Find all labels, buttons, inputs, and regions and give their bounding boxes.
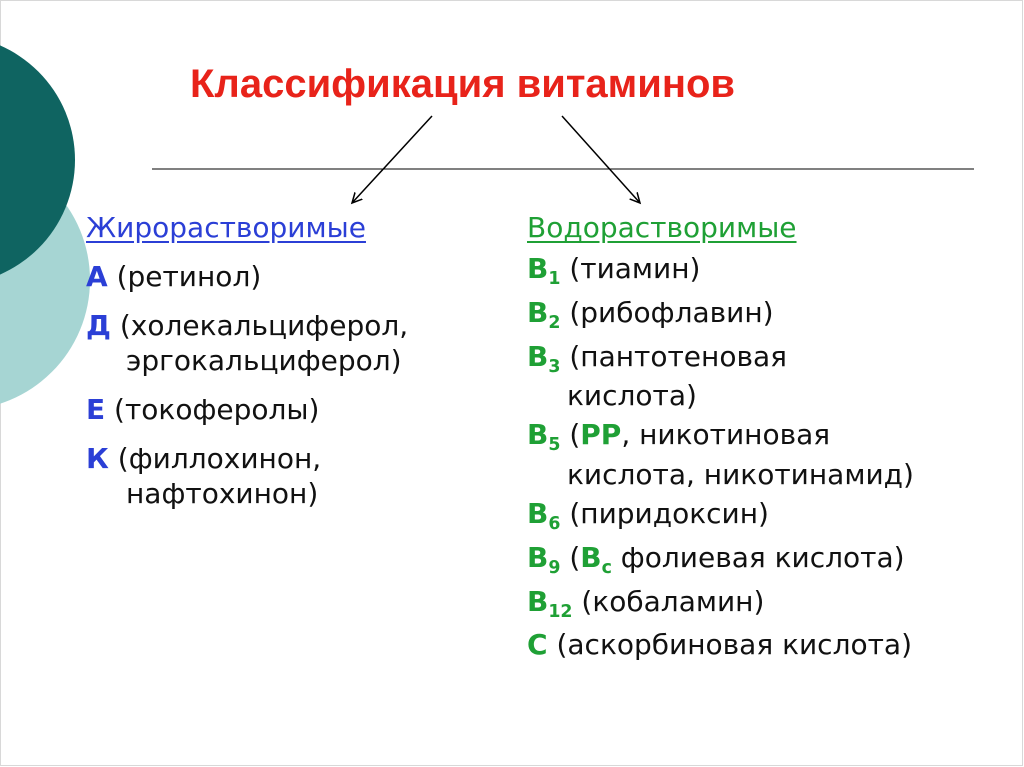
- vitamin-item: [527, 295, 1017, 335]
- vitamin-compound: (тиамин): [560, 252, 701, 285]
- water-soluble-column: [527, 210, 1017, 662]
- vitamin-paren: (: [560, 418, 581, 452]
- vitamin-line: [527, 496, 1017, 536]
- vitamin-alt-name: РР: [580, 418, 622, 452]
- fat-soluble-column: [86, 210, 506, 511]
- vitamin-line: [527, 584, 1017, 624]
- vitamin-alt-name: В: [580, 540, 602, 574]
- vitamin-line: [527, 251, 1017, 291]
- vitamin-line: [527, 295, 1017, 335]
- vitamin-line-continued: кислота): [567, 379, 697, 413]
- vitamin-compound: фолиевая кислота): [611, 540, 905, 574]
- vitamin-compound: (холекальциферол,: [110, 309, 409, 342]
- vitamin-subscript: 1: [548, 269, 561, 290]
- fat-soluble-list: [86, 259, 506, 511]
- vitamin-subscript: 3: [548, 356, 561, 377]
- vitamin-item: [527, 584, 1017, 624]
- vitamin-letter: В: [527, 252, 549, 285]
- vitamin-paren: (: [560, 540, 581, 574]
- vitamin-item: [86, 259, 506, 294]
- vitamin-line: [527, 627, 1017, 662]
- vitamin-line-continued: эргокальциферол): [126, 344, 402, 377]
- water-soluble-list: [527, 251, 1017, 662]
- vitamin-compound: (филлохинон,: [108, 442, 322, 475]
- vitamin-line: [527, 540, 1017, 580]
- vitamin-subscript: 6: [548, 514, 561, 535]
- vitamin-compound: (пантотеновая: [560, 339, 787, 373]
- vitamin-item: [86, 308, 506, 378]
- vitamin-letter: В: [527, 418, 549, 452]
- vitamin-item: [527, 496, 1017, 536]
- vitamin-letter: С: [527, 628, 548, 662]
- vitamin-compound: (ретинол): [107, 260, 262, 293]
- vitamin-line: [86, 392, 506, 427]
- vitamin-item: [86, 392, 506, 427]
- vitamin-subscript: 12: [548, 601, 573, 622]
- arrow-to-fat-soluble: [352, 116, 432, 203]
- vitamin-item: [527, 540, 1017, 580]
- fat-soluble-heading: Жирорастворимые: [86, 211, 366, 244]
- vitamin-line: [527, 339, 1017, 379]
- vitamin-item: [86, 441, 506, 511]
- vitamin-compound: (рибофлавин): [560, 295, 774, 329]
- vitamin-alt-subscript: с: [601, 557, 612, 578]
- vitamin-compound: , никотиновая: [621, 418, 831, 452]
- vitamin-letter: В: [527, 540, 549, 574]
- vitamin-subscript: 2: [548, 312, 561, 333]
- vitamin-letter: К: [86, 442, 109, 475]
- vitamin-line-continued: нафтохинон): [126, 477, 319, 510]
- vitamin-letter: В: [527, 584, 549, 618]
- water-soluble-heading: Водорастворимые: [527, 211, 797, 244]
- vitamin-compound: (кобаламин): [572, 584, 765, 618]
- arrow-to-water-soluble: [562, 116, 640, 203]
- vitamin-item: [527, 339, 1017, 414]
- vitamin-line: [527, 417, 1017, 457]
- vitamin-compound: (пиридоксин): [560, 497, 769, 530]
- vitamin-line-continued: кислота, никотинамид): [567, 458, 914, 491]
- vitamin-item: [527, 627, 1017, 662]
- vitamin-letter: Е: [86, 393, 106, 426]
- vitamin-compound: (аскорбиновая кислота): [547, 628, 912, 662]
- vitamin-letter: В: [527, 497, 549, 530]
- vitamin-line: [86, 441, 506, 476]
- vitamin-letter: Д: [86, 309, 111, 342]
- vitamin-subscript: 5: [548, 435, 561, 456]
- vitamin-letter: В: [527, 339, 549, 373]
- vitamin-compound: (токоферолы): [105, 393, 320, 426]
- vitamin-letter: А: [86, 260, 108, 293]
- vitamin-item: [527, 417, 1017, 492]
- vitamin-subscript: 9: [548, 557, 561, 578]
- vitamin-letter: В: [527, 295, 549, 329]
- vitamin-line: [86, 308, 506, 343]
- vitamin-line: [86, 259, 506, 294]
- page-title: Классификация витаминов: [190, 62, 736, 106]
- vitamin-item: [527, 251, 1017, 291]
